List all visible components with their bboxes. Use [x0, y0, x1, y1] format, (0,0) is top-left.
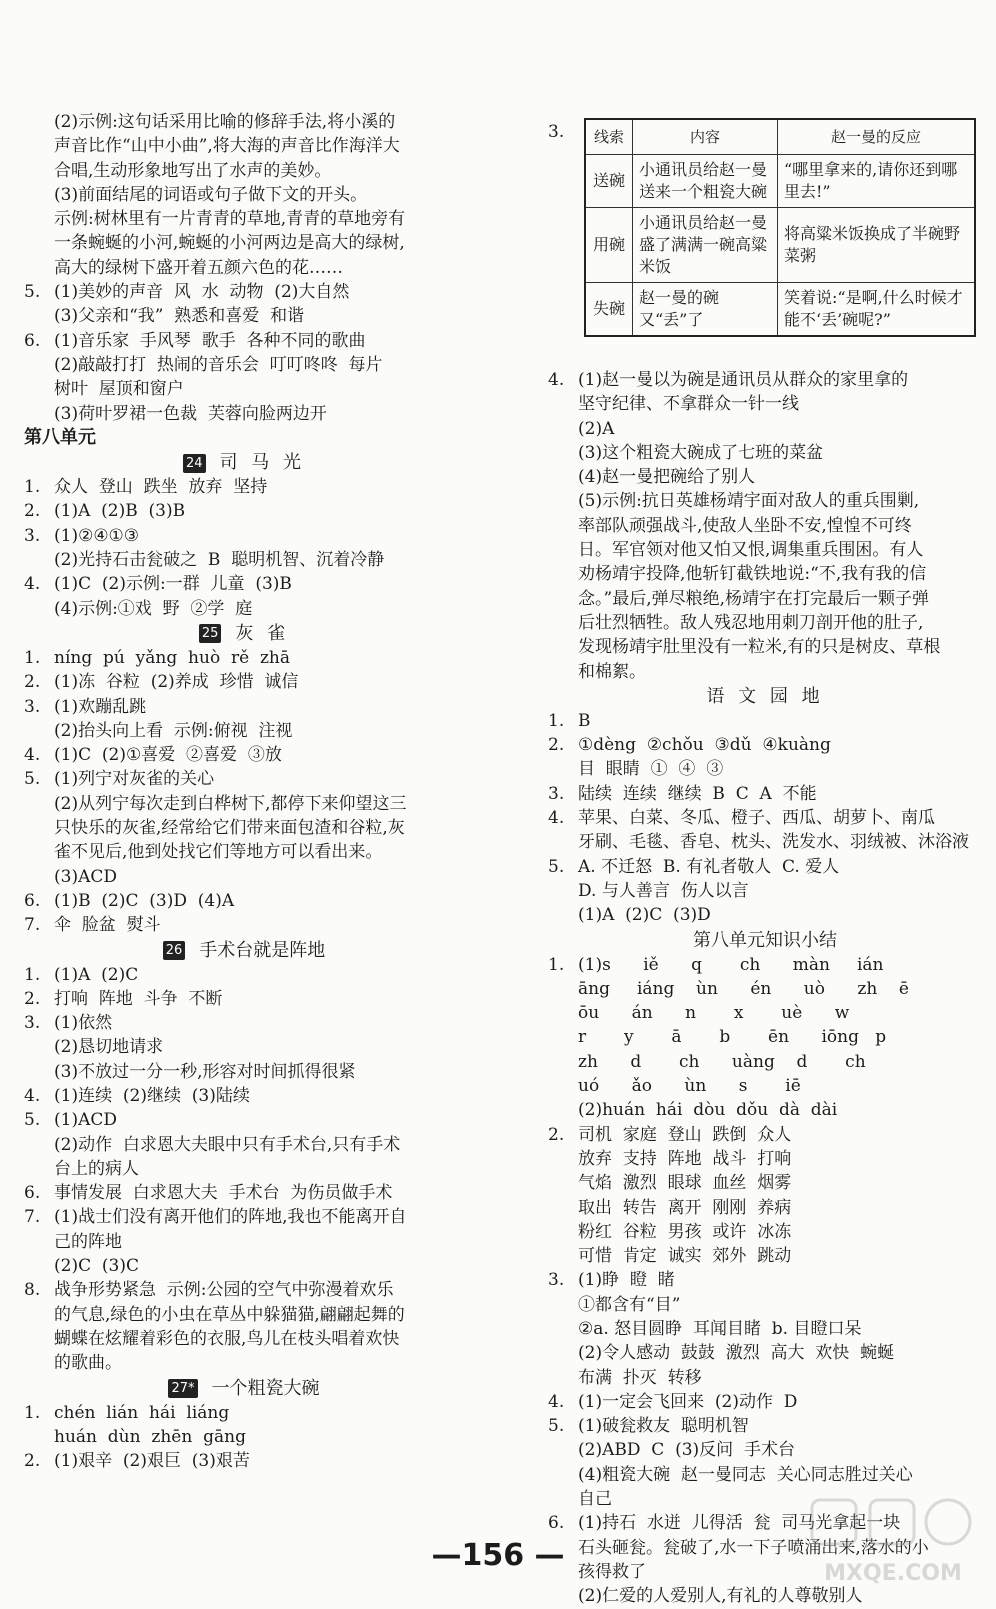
answer-line: [24, 1351, 464, 1375]
answer-line: [24, 1011, 464, 1035]
answer-text: (1)C (2)示例:一群 儿童 (3)B: [54, 574, 292, 595]
answer-line: [548, 465, 982, 489]
answer-text: níng pú yǎng huò rě zhā: [54, 647, 291, 668]
answer-line: [24, 1157, 464, 1181]
answer-text: (1)连续 (2)继续 (3)陆续: [54, 1085, 250, 1106]
question-number: 5.: [548, 1416, 565, 1437]
answer-text: 孩得救了: [578, 1561, 646, 1582]
answer-line: [24, 159, 464, 183]
answer-line: [548, 562, 982, 586]
question-number: 6.: [548, 1513, 565, 1534]
page-number: —156 —: [431, 1538, 565, 1573]
answer-line: [548, 782, 982, 806]
answer-text: 陆续 连续 继续 B C A 不能: [578, 783, 817, 804]
answer-line: [24, 1230, 464, 1254]
question-number: 5.: [548, 856, 565, 877]
answer-text: (1)ACD: [54, 1110, 117, 1131]
answer-text: (2)敲敲打打 热闹的音乐会 叮叮咚咚 每片: [54, 354, 383, 375]
answer-line: [24, 1327, 464, 1351]
answer-line: [24, 402, 464, 426]
answer-line: [24, 719, 464, 743]
answer-line: [548, 977, 982, 1001]
answer-text: 粉红 谷粒 男孩 或许 冰冻: [578, 1221, 792, 1242]
answer-line: [548, 392, 982, 416]
question-number: 5.: [24, 1110, 41, 1131]
question-number: 4.: [24, 745, 41, 766]
answer-line: [24, 1425, 464, 1449]
question-number: 2.: [24, 988, 41, 1009]
answer-text: A. 不迁怒 B. 有礼者敬人 C. 爱人: [578, 856, 840, 877]
answer-line: [24, 646, 464, 670]
answer-text: (2)光持石击瓮破之 B 聪明机智、沉着冷静: [54, 550, 385, 571]
answer-line: [548, 709, 982, 733]
answer-text: 合唱,生动形象地写出了水声的美妙。: [54, 160, 332, 181]
answer-line: [548, 611, 982, 635]
answer-line: [24, 1254, 464, 1278]
question-number: 1.: [24, 477, 41, 498]
answer-line: [24, 1278, 464, 1302]
answer-line: [548, 733, 982, 757]
answer-line: [24, 1035, 464, 1059]
watermark-logo: [808, 1494, 978, 1590]
question-number: 4.: [548, 808, 565, 829]
question-number: 7.: [24, 1207, 41, 1228]
answer-line: [24, 134, 464, 158]
answer-text: (1)B (2)C (3)D (4)A: [54, 890, 235, 911]
answer-text: 伞 脸盆 熨斗: [54, 915, 161, 936]
garden-answers: [548, 709, 982, 928]
lesson25-title: 25 灰 雀: [24, 621, 464, 646]
answer-line: [548, 1147, 982, 1171]
table-cell: 小通讯员给赵一曼送来一个粗瓷大碗: [633, 155, 778, 208]
answer-line: [548, 879, 982, 903]
answer-text: ①dèng ②chǒu ③dǔ ④kuàng: [578, 735, 831, 756]
right-column: [548, 118, 982, 1609]
answer-text: (5)示例:抗日英雄杨靖宇面对敌人的重兵围剿,: [578, 491, 920, 512]
answer-text: r y ā b ēn iōng p: [578, 1027, 887, 1048]
answer-text: (1)②④①③: [54, 525, 140, 546]
answer-line: [548, 1050, 982, 1074]
question-number: 2.: [548, 1124, 565, 1145]
answer-text: 苹果、白菜、冬瓜、橙子、西瓜、胡萝卜、南瓜: [578, 808, 935, 829]
answer-text: (2)huán hái dòu dǒu dà dài: [578, 1100, 838, 1121]
answer-text: (1)持石 水迸 儿得活 瓮 司马光拿起一块: [578, 1513, 901, 1534]
question-number: 2.: [24, 1451, 41, 1472]
answer-text: 和棉絮。: [578, 661, 646, 682]
svg-text:MXQE.COM: MXQE.COM: [824, 1561, 962, 1586]
table-row: [585, 283, 975, 337]
answer-line: [548, 1268, 982, 1292]
answer-line: [548, 538, 982, 562]
answer-line: [548, 514, 982, 538]
answer-line: [24, 987, 464, 1011]
garden-title: 语 文 园 地: [706, 685, 824, 707]
answer-text: 只快乐的灰雀,经常给它们带来面包渣和谷粒,灰: [54, 818, 405, 839]
answer-line: [24, 329, 464, 353]
answer-text: D. 与人善言 伤人以言: [578, 880, 749, 901]
answer-text: uó ǎo ùn s iē: [578, 1076, 801, 1097]
answer-text: chén lián hái liáng: [54, 1402, 230, 1423]
lesson25-badge: 25: [199, 624, 222, 643]
answer-line: [548, 1123, 982, 1147]
answer-text: (2)令人感动 鼓鼓 激烈 高大 欢快 蜿蜒: [578, 1343, 895, 1364]
answer-text: (4)示例:①戏 野 ②学 庭: [54, 598, 253, 619]
answer-text: 率部队顽强战斗,使敌人坐卧不安,惶惶不可终: [578, 515, 912, 536]
question-number: 3.: [548, 783, 565, 804]
answer-text: B: [578, 710, 591, 731]
answer-line: [24, 743, 464, 767]
answer-text: 蝴蝶在炫耀着彩色的衣服,鸟儿在枝头唱着欢快: [54, 1328, 400, 1349]
answer-line: [24, 475, 464, 499]
answer-line: [24, 353, 464, 377]
answer-line: [24, 1084, 464, 1108]
table-cell: 失碗: [585, 283, 633, 337]
table-cell: 用碗: [585, 208, 633, 283]
answer-line: [24, 840, 464, 864]
answer-text: zh d ch uàng d ch: [578, 1051, 866, 1072]
answer-text: ②a. 怒目圆睁 耳闻目睹 b. 目瞪口呆: [578, 1318, 862, 1339]
table-cell: 笑着说:“是啊,什么时候才能不‘丢’碗呢?”: [778, 283, 976, 337]
answer-line: [24, 1108, 464, 1132]
answer-text: (1)一定会飞回来 (2)动作 D: [578, 1391, 798, 1412]
table-header-row: [585, 119, 975, 155]
answer-text: 高大的绿树下盛开着五颜六色的花……: [54, 257, 343, 278]
answer-line: [548, 903, 982, 927]
lesson27-answers: [24, 1401, 464, 1474]
answer-text: 树叶 屋顶和窗户: [54, 379, 184, 400]
answer-line: [548, 1098, 982, 1122]
lesson27-title: 27* 一个粗瓷大碗: [24, 1376, 464, 1401]
answer-text: 后壮烈牺牲。敌人残忍地用刺刀剖开他的肚子,: [578, 612, 924, 633]
answer-line: [548, 1001, 982, 1025]
table-question-number: 3.: [548, 122, 565, 142]
table-cell: 小通讯员给赵一曼盛了满满一碗高粱米饭: [633, 208, 778, 283]
lesson26-answers: [24, 963, 464, 1376]
answer-text: 坚守纪律、不拿群众一针一线: [578, 394, 799, 415]
answer-text: (1)睁 瞪 睹: [578, 1270, 675, 1291]
answer-line: [548, 660, 982, 684]
answer-line: [548, 855, 982, 879]
question-number: 4.: [548, 370, 565, 390]
answer-text: (3)荷叶罗裙一色裁 芙蓉向脸两边开: [54, 403, 327, 424]
answer-text: 劝杨靖宇投降,他斩钉截铁地说:“不,我有我的信: [578, 564, 927, 585]
answer-text: 的歌曲。: [54, 1353, 122, 1374]
table-row: [585, 155, 975, 208]
question-number: 6.: [24, 1183, 41, 1204]
question-number: 1.: [548, 954, 565, 975]
answer-line: [24, 889, 464, 913]
answer-line: [24, 1303, 464, 1327]
answer-line: [548, 1220, 982, 1244]
answer-text: 自己: [578, 1489, 612, 1510]
answer-line: [24, 963, 464, 987]
table-header: 内容: [633, 119, 778, 155]
answer-text: (2)动作 白求恩大夫眼中只有手术台,只有手术: [54, 1134, 401, 1155]
answer-line: [548, 635, 982, 659]
answer-text: (1)依然: [54, 1013, 113, 1034]
answer-line: [24, 183, 464, 207]
lesson26-badge: 26: [163, 941, 186, 960]
lesson24-title: 24 司 马 光: [24, 450, 464, 475]
question-number: 5.: [24, 769, 41, 790]
unit8-heading: 第八单元: [24, 426, 96, 448]
answer-line: [24, 865, 464, 889]
answer-text: (3)前面结尾的词语或句子做下文的开头。: [54, 184, 368, 205]
answer-text: 目 眼睛 ① ④ ③: [578, 759, 724, 780]
answer-line: [548, 1244, 982, 1268]
answer-text: 战争形势紧急 示例:公园的空气中弥漫着欢乐: [54, 1280, 394, 1301]
answer-line: [24, 695, 464, 719]
reaction-table: [584, 118, 976, 337]
answer-line: [24, 207, 464, 231]
answer-line: [24, 280, 464, 304]
question-number: 2.: [24, 501, 41, 522]
answer-text: (2)示例:这句话采用比喻的修辞手法,将小溪的: [54, 112, 396, 132]
answer-text: (2)从列宁每次走到白桦树下,都停下来仰望这三: [54, 793, 407, 814]
answer-line: [548, 1171, 982, 1195]
answer-line: [24, 1205, 464, 1229]
answer-line: [548, 953, 982, 977]
table-cell: 赵一曼的碗又“丢”了: [633, 283, 778, 337]
answer-text: 台上的病人: [54, 1158, 139, 1179]
answer-text: 气焰 激烈 眼球 血丝 烟雾: [578, 1173, 792, 1194]
answer-text: (4)粗瓷大碗 赵一曼同志 关心同志胜过关心: [578, 1464, 913, 1485]
reaction-table-block: [548, 118, 982, 368]
answer-line: [548, 489, 982, 513]
answer-line: [24, 548, 464, 572]
answer-text: (1)C (2)①喜爱 ②喜爱 ③放: [54, 745, 282, 766]
answer-line: [548, 1341, 982, 1365]
answer-text: 放弃 支持 阵地 战斗 打响: [578, 1148, 792, 1169]
answer-line: [24, 913, 464, 937]
answer-text: 司机 家庭 登山 跌倒 众人: [578, 1124, 792, 1145]
answer-line: [548, 1390, 982, 1414]
answer-text: (1)A (2)C: [54, 964, 139, 985]
answer-text: (2)C (3)C: [54, 1256, 139, 1277]
answer-text: (2)仁爱的人爱别人,有礼的人尊敬别人: [578, 1586, 863, 1607]
answer-text: 众人 登山 跌坐 放弃 坚持: [54, 477, 268, 498]
question-number: 7.: [24, 915, 41, 936]
question-number: 3.: [24, 1013, 41, 1034]
answer-text: (3)不放过一分一秒,形容对时间抓得很紧: [54, 1061, 356, 1082]
answer-line: [24, 499, 464, 523]
answer-line: [548, 1414, 982, 1438]
answer-line: [24, 1401, 464, 1425]
question-number: 1.: [24, 1402, 41, 1423]
answer-line: [24, 1133, 464, 1157]
answer-text: (1)列宁对灰雀的关心: [54, 769, 215, 790]
answer-line: [548, 1025, 982, 1049]
answer-text: (1)战士们没有离开他们的阵地,我也不能离开自: [54, 1207, 407, 1228]
table-header: 赵一曼的反应: [778, 119, 976, 155]
left-intro-answers: [24, 110, 464, 426]
answer-line: [24, 597, 464, 621]
table-cell: 将高粱米饭换成了半碗野菜粥: [778, 208, 976, 283]
table-cell: 送碗: [585, 155, 633, 208]
answer-text: (3)这个粗瓷大碗成了七班的菜盆: [578, 442, 824, 463]
answer-text: 发现杨靖宇肚里没有一粒米,有的只是树皮、草根: [578, 637, 941, 658]
answer-line: [548, 1317, 982, 1341]
answer-text: (3)父亲和“我” 熟悉和喜爱 和谐: [54, 306, 305, 327]
answer-text: 的气息,绿色的小虫在草丛中躲猫猫,翩翩起舞的: [54, 1304, 405, 1325]
question-number: 6.: [24, 330, 41, 351]
answer-text: 可惜 肯定 诚实 郊外 跳动: [578, 1246, 792, 1267]
answer-text: 日。军官领对他又怕又恨,调集重兵围困。有人: [578, 540, 924, 561]
answer-line: [548, 757, 982, 781]
lesson24-answers: [24, 475, 464, 621]
question-number: 1.: [548, 710, 565, 731]
answer-line: [548, 417, 982, 441]
answer-text: 石头砸瓮。瓮破了,水一下子喷涌出来,落水的小: [578, 1537, 929, 1558]
answer-line: [548, 1438, 982, 1462]
table-header: 线索: [585, 119, 633, 155]
answer-line: [24, 377, 464, 401]
question-number: 2.: [24, 672, 41, 693]
summary-title: 第八单元知识小结: [693, 929, 837, 951]
answer-text: huán dùn zhēn gāng: [54, 1426, 246, 1447]
answer-text: (3)ACD: [54, 866, 117, 887]
answer-text: 雀不见后,他到处找它们等地方可以看出来。: [54, 842, 383, 863]
answer-text: (4)赵一曼把碗给了别人: [578, 467, 756, 488]
question-number: 5.: [24, 282, 41, 303]
answer-line: [24, 1181, 464, 1205]
answer-line: [548, 1074, 982, 1098]
answer-line: [24, 304, 464, 328]
answer-text: (1)欢蹦乱跳: [54, 696, 147, 717]
answer-text: āng iáng ùn én uò zh ē: [578, 978, 909, 999]
answer-text: (1)冻 谷粒 (2)养成 珍惜 诚信: [54, 672, 299, 693]
question-number: 4.: [24, 574, 41, 595]
answer-line: [24, 110, 464, 134]
question-number: 4.: [548, 1391, 565, 1412]
answer-line: [24, 1449, 464, 1473]
answer-text: (1)赵一曼以为碗是通讯员从群众的家里拿的: [578, 370, 909, 390]
answer-text: (1)美妙的声音 风 水 动物 (2)大自然: [54, 282, 350, 303]
answer-text: (2)恳切地请求: [54, 1037, 164, 1058]
answer-text: (1)s iě q ch màn ián: [578, 954, 884, 975]
answer-line: [548, 1293, 982, 1317]
answer-text: (2)A: [578, 418, 615, 439]
answer-text: 一条蜿蜒的小河,蜿蜒的小河两边是高大的绿树,: [54, 233, 405, 254]
answer-text: ōu án n x uè w: [578, 1003, 850, 1024]
answer-text: 取出 转告 离开 刚刚 养病: [578, 1197, 792, 1218]
answer-text: (1)音乐家 手风琴 歌手 各种不同的歌曲: [54, 330, 366, 351]
question-number: 8.: [24, 1280, 41, 1301]
answer-text: ①都含有“目”: [578, 1294, 681, 1315]
answer-line: [24, 524, 464, 548]
answer-line: [24, 256, 464, 280]
answer-line: [24, 670, 464, 694]
answer-line: [548, 830, 982, 854]
answer-line: [24, 792, 464, 816]
answer-line: [548, 441, 982, 465]
question-number: 3.: [548, 1270, 565, 1291]
answer-text: 事情发展 白求恩大夫 手术台 为伤员做手术: [54, 1183, 393, 1204]
answer-line: [548, 1366, 982, 1390]
answer-line: [24, 572, 464, 596]
table-cell: “哪里拿来的,请你还到哪里去!”: [778, 155, 976, 208]
lesson27-more-answers: [548, 368, 982, 684]
question-number: 4.: [24, 1085, 41, 1106]
answer-text: (2)抬头向上看 示例:俯视 注视: [54, 720, 293, 741]
answer-text: 示例:树林里有一片青青的草地,青青的草地旁有: [54, 209, 406, 230]
answer-text: 念。”最后,弹尽粮绝,杨靖宇在打完最后一颗子弹: [578, 588, 929, 609]
answer-line: [24, 231, 464, 255]
answer-text: 声音比作“山中小曲”,将大海的声音比作海洋大: [54, 136, 400, 157]
left-column: [24, 110, 464, 1473]
answer-line: [24, 1060, 464, 1084]
question-number: 2.: [548, 735, 565, 756]
question-number: 3.: [24, 525, 41, 546]
question-number: 1.: [24, 647, 41, 668]
answer-text: 打响 阵地 斗争 不断: [54, 988, 223, 1009]
answer-text: (1)A (2)C (3)D: [578, 905, 711, 926]
answer-line: [548, 1463, 982, 1487]
lesson26-title: 26 手术台就是阵地: [24, 938, 464, 963]
answer-text: 布满 扑灭 转移: [578, 1367, 702, 1388]
answer-text: (1)破瓮救友 聪明机智: [578, 1416, 749, 1437]
question-number: 6.: [24, 890, 41, 911]
answer-line: [548, 1196, 982, 1220]
answer-line: [548, 587, 982, 611]
answer-text: (1)艰辛 (2)艰巨 (3)艰苦: [54, 1451, 250, 1472]
answer-text: 牙刷、毛毯、香皂、枕头、洗发水、羽绒被、沐浴液: [578, 832, 969, 853]
lesson27-badge: 27*: [168, 1379, 197, 1398]
answer-line: [24, 767, 464, 791]
question-number: 3.: [24, 696, 41, 717]
answer-text: (2)ABD C (3)反问 手术台: [578, 1440, 795, 1461]
answer-line: [548, 368, 982, 392]
lesson25-answers: [24, 646, 464, 938]
question-number: 1.: [24, 964, 41, 985]
answer-line: [24, 816, 464, 840]
table-row: [585, 208, 975, 283]
lesson24-badge: 24: [183, 454, 206, 473]
answer-text: 己的阵地: [54, 1231, 122, 1252]
answer-line: [548, 806, 982, 830]
answer-text: (1)A (2)B (3)B: [54, 501, 186, 522]
